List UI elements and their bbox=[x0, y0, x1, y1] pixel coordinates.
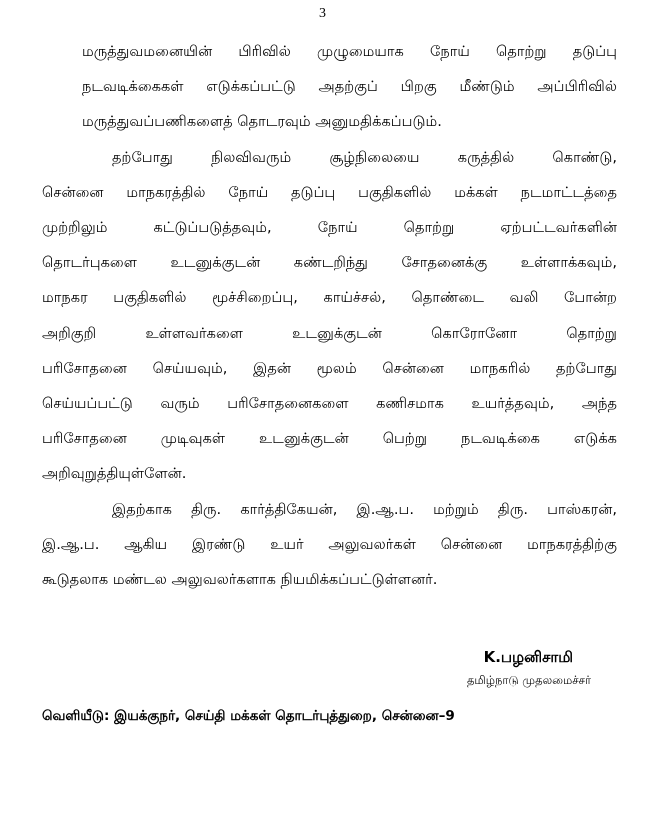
text-line: முற்றிலும் கட்டுப்படுத்தவும், நோய் தொற்று ஏற்பட்டவர்களின் bbox=[42, 219, 617, 237]
text-line: செய்யப்பட்டு வரும் பரிசோதனைகளை கணிசமாக உயர்த்தவும், அந்த bbox=[42, 395, 617, 413]
text-line: நடவடிக்கைகள் எடுக்கப்பட்டு அதற்குப் பிறகு மீண்டும் அப்பிரிவில் bbox=[82, 78, 617, 96]
page-number: 3 bbox=[319, 6, 326, 21]
text-line: பரிசோதனை முடிவுகள் உடனுக்குடன் பெற்று நடவடிக்கை எடுக்க bbox=[42, 430, 617, 448]
document-body bbox=[42, 34, 617, 597]
release-line: வெளியீடு: இயக்குநர், செய்தி மக்கள் தொடர்புத்துறை, சென்னை–9 bbox=[42, 708, 455, 724]
paragraph-3 bbox=[42, 492, 617, 598]
text-line: தற்போது நிலவிவரும் சூழ்நிலையை கருத்தில் கொண்டு, bbox=[112, 148, 617, 166]
signature-name: K.பழனிசாமி bbox=[483, 648, 573, 666]
paragraph-2 bbox=[42, 140, 617, 492]
text-line: மருத்துவப்பணிகளைத் தொடரவும் அனுமதிக்கப்படும். bbox=[82, 113, 442, 131]
text-line: பரிசோதனை செய்யவும், இதன் மூலம் சென்னை மாநகரில் தற்போது bbox=[42, 359, 617, 377]
text-line: இதற்காக திரு. கார்த்திகேயன், இ.ஆ.ப. மற்றும் திரு. பாஸ்கரன், bbox=[112, 500, 617, 518]
text-line: அறிகுறி உள்ளவர்களை உடனுக்குடன் கொரோனோ தொற்று bbox=[42, 324, 617, 342]
signature-title: தமிழ்நாடு முதலமைச்சர் bbox=[466, 673, 591, 687]
text-line: மருத்துவமனையின் பிரிவில் முழுமையாக நோய் தொற்று தடுப்பு bbox=[82, 43, 617, 60]
text-line: கூடுதலாக மண்டல அலுவலர்களாக நியமிக்கப்பட்டுள்ளனர். bbox=[42, 571, 438, 589]
text-line: அறிவுறுத்தியுள்ளேன். bbox=[42, 465, 187, 483]
text-line: சென்னை மாநகரத்தில் நோய் தடுப்பு பகுதிகளில் மக்கள் நடமாட்டத்தை bbox=[42, 183, 617, 201]
text-line: மாநகர பகுதிகளில் மூச்சிறைப்பு, காய்ச்சல், தொண்டை வலி போன்ற bbox=[42, 289, 617, 307]
text-line: இ.ஆ.ப. ஆகிய இரண்டு உயர் அலுவலர்கள் சென்னை மாநகரத்திற்கு bbox=[42, 535, 617, 553]
paragraph-1 bbox=[42, 34, 617, 140]
text-line: தொடர்புகளை உடனுக்குடன் கண்டறிந்து சோதனைக்கு உள்ளாக்கவும், bbox=[42, 254, 617, 272]
